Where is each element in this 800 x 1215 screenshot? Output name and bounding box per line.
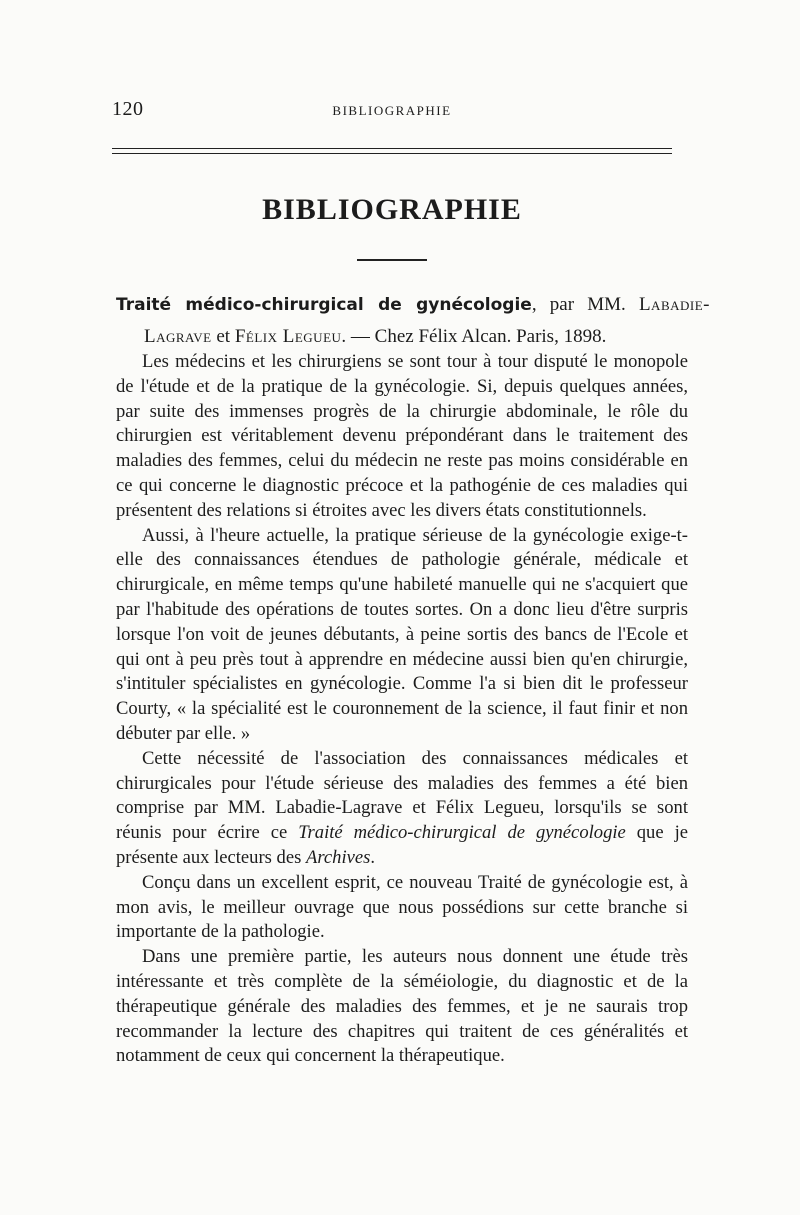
by-text: , par MM. [531, 294, 639, 315]
and-text: et [211, 326, 235, 347]
review-body [116, 350, 688, 1069]
paragraph-3-text-before: Cette nécessité de l'association des connaissances médicales et chirurgicales pour l'étude sérieuse des maladies des femmes a été bien comprise par MM. Labadie-Lagrave et Félix Legueu, lorsqu'ils se sont réunis pour écrire ce [116, 747, 688, 844]
author-felix-legueu: Félix Legueu [234, 326, 342, 347]
paragraph-3 [116, 747, 688, 871]
paragraph-2: Aussi, à l'heure actuelle, la pratique sérieuse de la gynécologie exige-t-elle des connaissances étendues de pathologie générale, médicale et chirurgicale, en même temps qu'une habileté manuelle qui ne s'acquiert que par l'habitude des opérations de toutes sortes. On a donc lieu d'être surpris lorsque l'on voit de jeunes débutants, à peine sortis des bancs de l'Ecole et qui ont à peu près tout à apprendre en médecine aussi bien qu'en chirurgie, s'intituler spécialistes en gynécologie. Comme l'a si bien dit le professeur Courty, « la spécialité est le couronnement de la science, il faut finir et non débuter par elle. » [116, 524, 688, 744]
author-labadie-lagrave: Labadie-Lagrave [144, 294, 710, 347]
paragraph-5: Dans une première partie, les auteurs nous donnent une étude très intéressante et très complète de la séméiologie, du diagnostic et de la thérapeutique générale des maladies des femmes, et je ne saurais trop recommander la lecture des chapitres qui traitent de ces généralités et notamment de ceux qui concernent la thérapeutique. [116, 946, 688, 1067]
book-title: Traité médico-chirurgical de gynécologie [116, 295, 532, 315]
header-rule-bottom [112, 153, 672, 154]
paragraph-3-text-after: . [370, 846, 376, 868]
publisher-text: . — Chez Félix Alcan. Paris, 1898. [341, 326, 607, 347]
running-head: BIBLIOGRAPHIE [332, 103, 452, 118]
book-reference [116, 289, 710, 352]
paragraph-3-text-middle: que je présente aux lecteurs des [116, 822, 688, 868]
page-number: 120 [112, 98, 144, 120]
paragraph-4: Conçu dans un excellent esprit, ce nouveau Traité de gynécologie est, à mon avis, le meilleur ouvrage que nous possédions sur cette branche si importante de la pathologie. [116, 871, 688, 943]
title-divider [357, 259, 427, 261]
italic-journal-title: Archives [306, 846, 371, 868]
italic-book-title: Traité médico-chirurgical de gynécologie [298, 822, 626, 844]
page-header [112, 98, 672, 128]
section-title: BIBLIOGRAPHIE [262, 193, 522, 226]
paragraph-1: Les médecins et les chirurgiens se sont tour à tour disputé le monopole de l'étude et de la pratique de la gynécologie. Si, depuis quelques années, par suite des immenses progrès de la chirurgie abdominale, le rôle du chirurgien est véritablement devenu prépondérant dans le traitement des maladies des femmes, celui du médecin ne reste pas moins considérable en ce qui concerne le diagnostic précoce et la pathogénie de ces maladies qui présentent des relations si étroites avec les divers états constitutionnels. [116, 351, 688, 521]
header-rule-top [112, 148, 672, 149]
